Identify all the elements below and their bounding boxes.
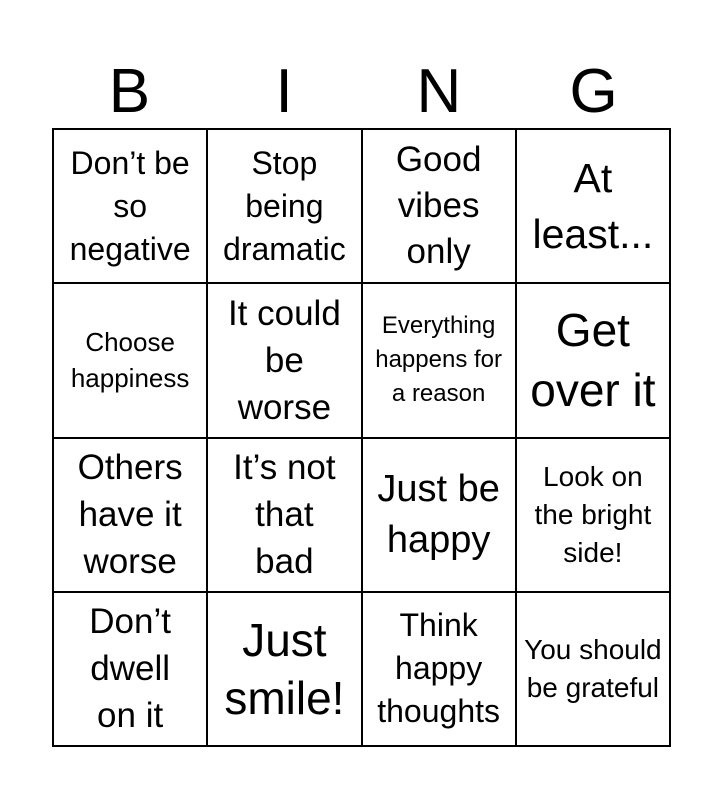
bingo-cell-text: You should be grateful <box>524 633 662 703</box>
bingo-cell-text: Just be happy <box>377 467 500 561</box>
bingo-cell[interactable] <box>54 130 208 284</box>
bingo-cell[interactable] <box>363 439 517 593</box>
bingo-cell-text: Look on the bright side! <box>534 460 652 568</box>
bingo-cell[interactable] <box>208 130 362 284</box>
bingo-grid <box>52 128 671 747</box>
bingo-cell-text: At least... <box>532 155 654 258</box>
bingo-cell-text: It could be worse <box>227 293 341 427</box>
header-letter-b: B <box>108 57 151 126</box>
bingo-cell-text: Everything happens for a reason <box>375 312 502 408</box>
bingo-cell[interactable] <box>517 130 671 284</box>
header-letter-i: I <box>275 57 293 126</box>
bingo-cell-text: Get over it <box>530 304 656 417</box>
bingo-cell[interactable] <box>517 593 671 747</box>
bingo-cell-text: Don’t dwell on it <box>89 602 171 736</box>
bingo-cell[interactable] <box>363 130 517 284</box>
bingo-cell-text: Good vibes only <box>395 140 482 272</box>
bingo-cell[interactable] <box>54 284 208 438</box>
header-letter-n: N <box>416 57 462 126</box>
bingo-cell[interactable] <box>517 284 671 438</box>
bingo-cell-text: Others have it worse <box>77 448 183 582</box>
bingo-cell[interactable] <box>54 439 208 593</box>
bingo-cell[interactable] <box>517 439 671 593</box>
bingo-header <box>52 58 671 126</box>
bingo-cell[interactable] <box>54 593 208 747</box>
bingo-cell-text: It’s not that bad <box>233 448 336 582</box>
bingo-cell[interactable] <box>208 284 362 438</box>
bingo-cell-text: Think happy thoughts <box>377 607 500 730</box>
bingo-cell-text: Just smile! <box>224 613 345 724</box>
bingo-cell-text: Don’t be so negative <box>69 144 191 267</box>
bingo-cell[interactable] <box>208 593 362 747</box>
bingo-cell-text: Choose happiness <box>70 327 190 394</box>
bingo-cell-text: Stop being dramatic <box>223 144 346 267</box>
bingo-cell[interactable] <box>363 593 517 747</box>
bingo-cell[interactable] <box>208 439 362 593</box>
header-letter-g: G <box>569 57 618 126</box>
bingo-cell[interactable] <box>363 284 517 438</box>
